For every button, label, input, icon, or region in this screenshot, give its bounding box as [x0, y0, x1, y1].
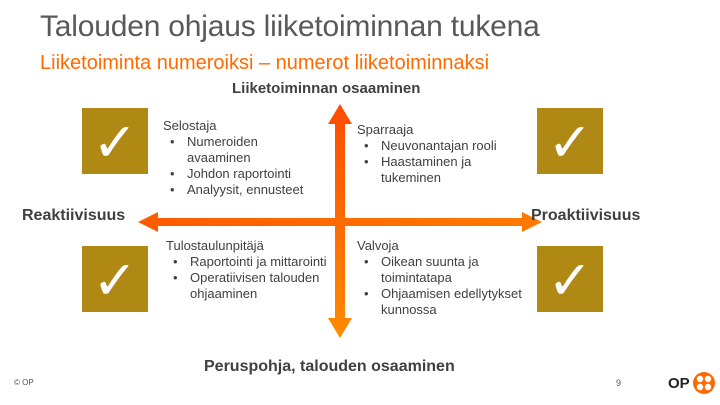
checkmark-box — [82, 246, 148, 312]
checkmark-box — [82, 108, 148, 174]
list-item: • Neuvonantajan rooli — [357, 138, 522, 154]
list-item: • Johdon raportointi — [163, 166, 323, 182]
list-item: • Oikean suunta ja toimintatapa — [357, 254, 527, 286]
quadrant-title: Selostaja — [163, 118, 217, 133]
quadrant-bottom-left — [166, 238, 331, 302]
axis-label-bottom: Peruspohja, talouden osaaminen — [204, 358, 455, 375]
checkmark-icon: ✓ — [547, 249, 593, 312]
quadrant-list — [166, 254, 331, 302]
checkmark-icon: ✓ — [92, 111, 138, 174]
list-item: • Operatiivisen talouden ohjaaminen — [166, 270, 331, 302]
op-logo — [668, 370, 716, 396]
quadrant-bottom-right — [357, 238, 527, 318]
list-item: • Raportointi ja mittarointi — [166, 254, 331, 270]
checkmark-icon: ✓ — [92, 249, 138, 312]
page-number: 9 — [616, 378, 622, 388]
quadrant-list — [357, 138, 522, 186]
slide-title: Talouden ohjaus liiketoiminnan tukena — [40, 10, 540, 43]
checkmark-box — [537, 108, 603, 174]
axis-label-left: Reaktiivisuus — [22, 207, 126, 224]
quadrant-title: Tulostaulunpitäjä — [166, 238, 264, 253]
quadrant-top-right — [357, 122, 522, 186]
list-item: • Analyysit, ennusteet — [163, 182, 323, 198]
axis-label-top: Liiketoiminnan osaaminen — [232, 80, 421, 97]
axis-label-right: Proaktiivisuus — [531, 207, 641, 224]
checkmark-box — [537, 246, 603, 312]
checkmark-icon: ✓ — [547, 111, 593, 174]
quadrant-list — [163, 134, 323, 198]
quadrant-title: Valvoja — [357, 238, 399, 253]
list-item: • Ohjaamisen edellytykset kunnossa — [357, 286, 527, 318]
quadrant-top-left — [163, 118, 323, 198]
quadrant-list — [357, 254, 527, 318]
copyright-text: © OP — [14, 378, 34, 387]
quadrant-title: Sparraaja — [357, 122, 414, 137]
list-item: • Numeroiden avaaminen — [163, 134, 323, 166]
list-item: • Haastaminen ja tukeminen — [357, 154, 522, 186]
logo-text: OP — [668, 375, 690, 392]
slide-subtitle: Liiketoiminta numeroiksi – numerot liiketoiminnaksi — [40, 52, 490, 74]
